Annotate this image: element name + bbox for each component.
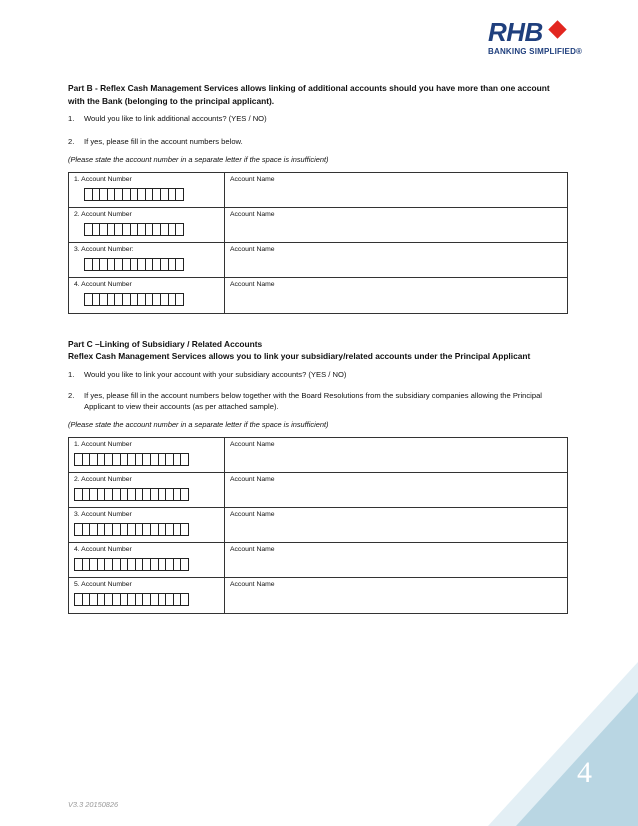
account-number-boxes[interactable] bbox=[84, 188, 183, 201]
column-divider bbox=[224, 208, 225, 242]
item-number: 2. bbox=[68, 391, 75, 400]
item-number: 1. bbox=[68, 114, 75, 123]
table-row bbox=[69, 578, 567, 613]
table-row bbox=[69, 208, 567, 243]
account-number-boxes[interactable] bbox=[74, 558, 188, 571]
logo-diamond-icon bbox=[548, 20, 566, 38]
account-number-boxes[interactable] bbox=[84, 258, 183, 271]
table-row bbox=[69, 543, 567, 578]
digit-box[interactable] bbox=[180, 558, 189, 571]
account-number-label: 3. Account Number bbox=[74, 511, 132, 518]
account-name-label: Account Name bbox=[230, 511, 275, 518]
item-text: If yes, please fill in the account numbers below. bbox=[84, 137, 243, 146]
digit-box[interactable] bbox=[180, 453, 189, 466]
logo-tagline: BANKING SIMPLIFIED® bbox=[488, 47, 583, 56]
account-name-label: Account Name bbox=[230, 476, 275, 483]
account-name-label: Account Name bbox=[230, 211, 275, 218]
table-row bbox=[69, 438, 567, 473]
account-number-label: 4. Account Number bbox=[74, 546, 132, 553]
version-label: V3.3 20150826 bbox=[68, 800, 119, 809]
account-number-boxes[interactable] bbox=[84, 293, 183, 306]
account-number-label: 4. Account Number bbox=[74, 281, 132, 288]
account-number-boxes[interactable] bbox=[84, 223, 183, 236]
column-divider bbox=[224, 438, 225, 472]
column-divider bbox=[224, 543, 225, 577]
item-text: Would you like to link your account with your subsidiary accounts? (YES / NO) bbox=[84, 370, 347, 379]
item-number: 1. bbox=[68, 370, 75, 379]
digit-box[interactable] bbox=[175, 223, 184, 236]
item-text: If yes, please fill in the account numbers below together with the Board Resolutions from the subsidiary companies allowing the Principal Applicant to view their accounts (as per attached sample). bbox=[84, 391, 542, 411]
part-c-heading-1: Part C –Linking of Subsidiary / Related Accounts bbox=[68, 339, 263, 349]
digit-box[interactable] bbox=[175, 188, 184, 201]
page-corner-decoration bbox=[488, 662, 638, 826]
column-divider bbox=[224, 578, 225, 613]
account-number-label: 5. Account Number bbox=[74, 581, 132, 588]
digit-box[interactable] bbox=[180, 593, 189, 606]
account-number-boxes[interactable] bbox=[74, 523, 188, 536]
account-name-label: Account Name bbox=[230, 546, 275, 553]
account-name-label: Account Name bbox=[230, 281, 275, 288]
page-number: 4 bbox=[577, 756, 592, 789]
account-number-label: 1. Account Number bbox=[74, 176, 132, 183]
account-number-boxes[interactable] bbox=[74, 488, 188, 501]
digit-box[interactable] bbox=[180, 488, 189, 501]
table-row bbox=[69, 243, 567, 278]
account-name-label: Account Name bbox=[230, 246, 275, 253]
account-name-label: Account Name bbox=[230, 441, 275, 448]
column-divider bbox=[224, 473, 225, 507]
item-text: Would you like to link additional accounts? (YES / NO) bbox=[84, 114, 267, 123]
table-row bbox=[69, 473, 567, 508]
account-number-boxes[interactable] bbox=[74, 453, 188, 466]
column-divider bbox=[224, 243, 225, 277]
part-c-heading-2: Reflex Cash Management Services allows you to link your subsidiary/related accounts under the Principal Applicant bbox=[68, 351, 531, 361]
account-number-label: 3. Account Number: bbox=[74, 246, 134, 253]
part-c-account-table bbox=[68, 437, 568, 614]
table-row bbox=[69, 508, 567, 543]
account-number-boxes[interactable] bbox=[74, 593, 188, 606]
account-name-label: Account Name bbox=[230, 176, 275, 183]
account-number-label: 1. Account Number bbox=[74, 441, 132, 448]
item-number: 2. bbox=[68, 137, 75, 146]
part-c-note: (Please state the account number in a separate letter if the space is insufficient) bbox=[68, 420, 329, 429]
part-b-account-table bbox=[68, 172, 568, 314]
column-divider bbox=[224, 278, 225, 313]
column-divider bbox=[224, 508, 225, 542]
table-row bbox=[69, 173, 567, 208]
table-row bbox=[69, 278, 567, 313]
account-name-label: Account Name bbox=[230, 581, 275, 588]
digit-box[interactable] bbox=[180, 523, 189, 536]
digit-box[interactable] bbox=[175, 258, 184, 271]
rhb-logo bbox=[488, 18, 608, 64]
column-divider bbox=[224, 173, 225, 207]
account-number-label: 2. Account Number bbox=[74, 476, 132, 483]
part-b-heading: Part B - Reflex Cash Management Services allows linking of additional accounts should you have more than one account with the Bank (belonging to the principal applicant). bbox=[68, 83, 550, 106]
logo-wordmark: RHB bbox=[488, 17, 543, 47]
account-number-label: 2. Account Number bbox=[74, 211, 132, 218]
part-b-note: (Please state the account number in a separate letter if the space is insufficient) bbox=[68, 155, 329, 164]
digit-box[interactable] bbox=[175, 293, 184, 306]
